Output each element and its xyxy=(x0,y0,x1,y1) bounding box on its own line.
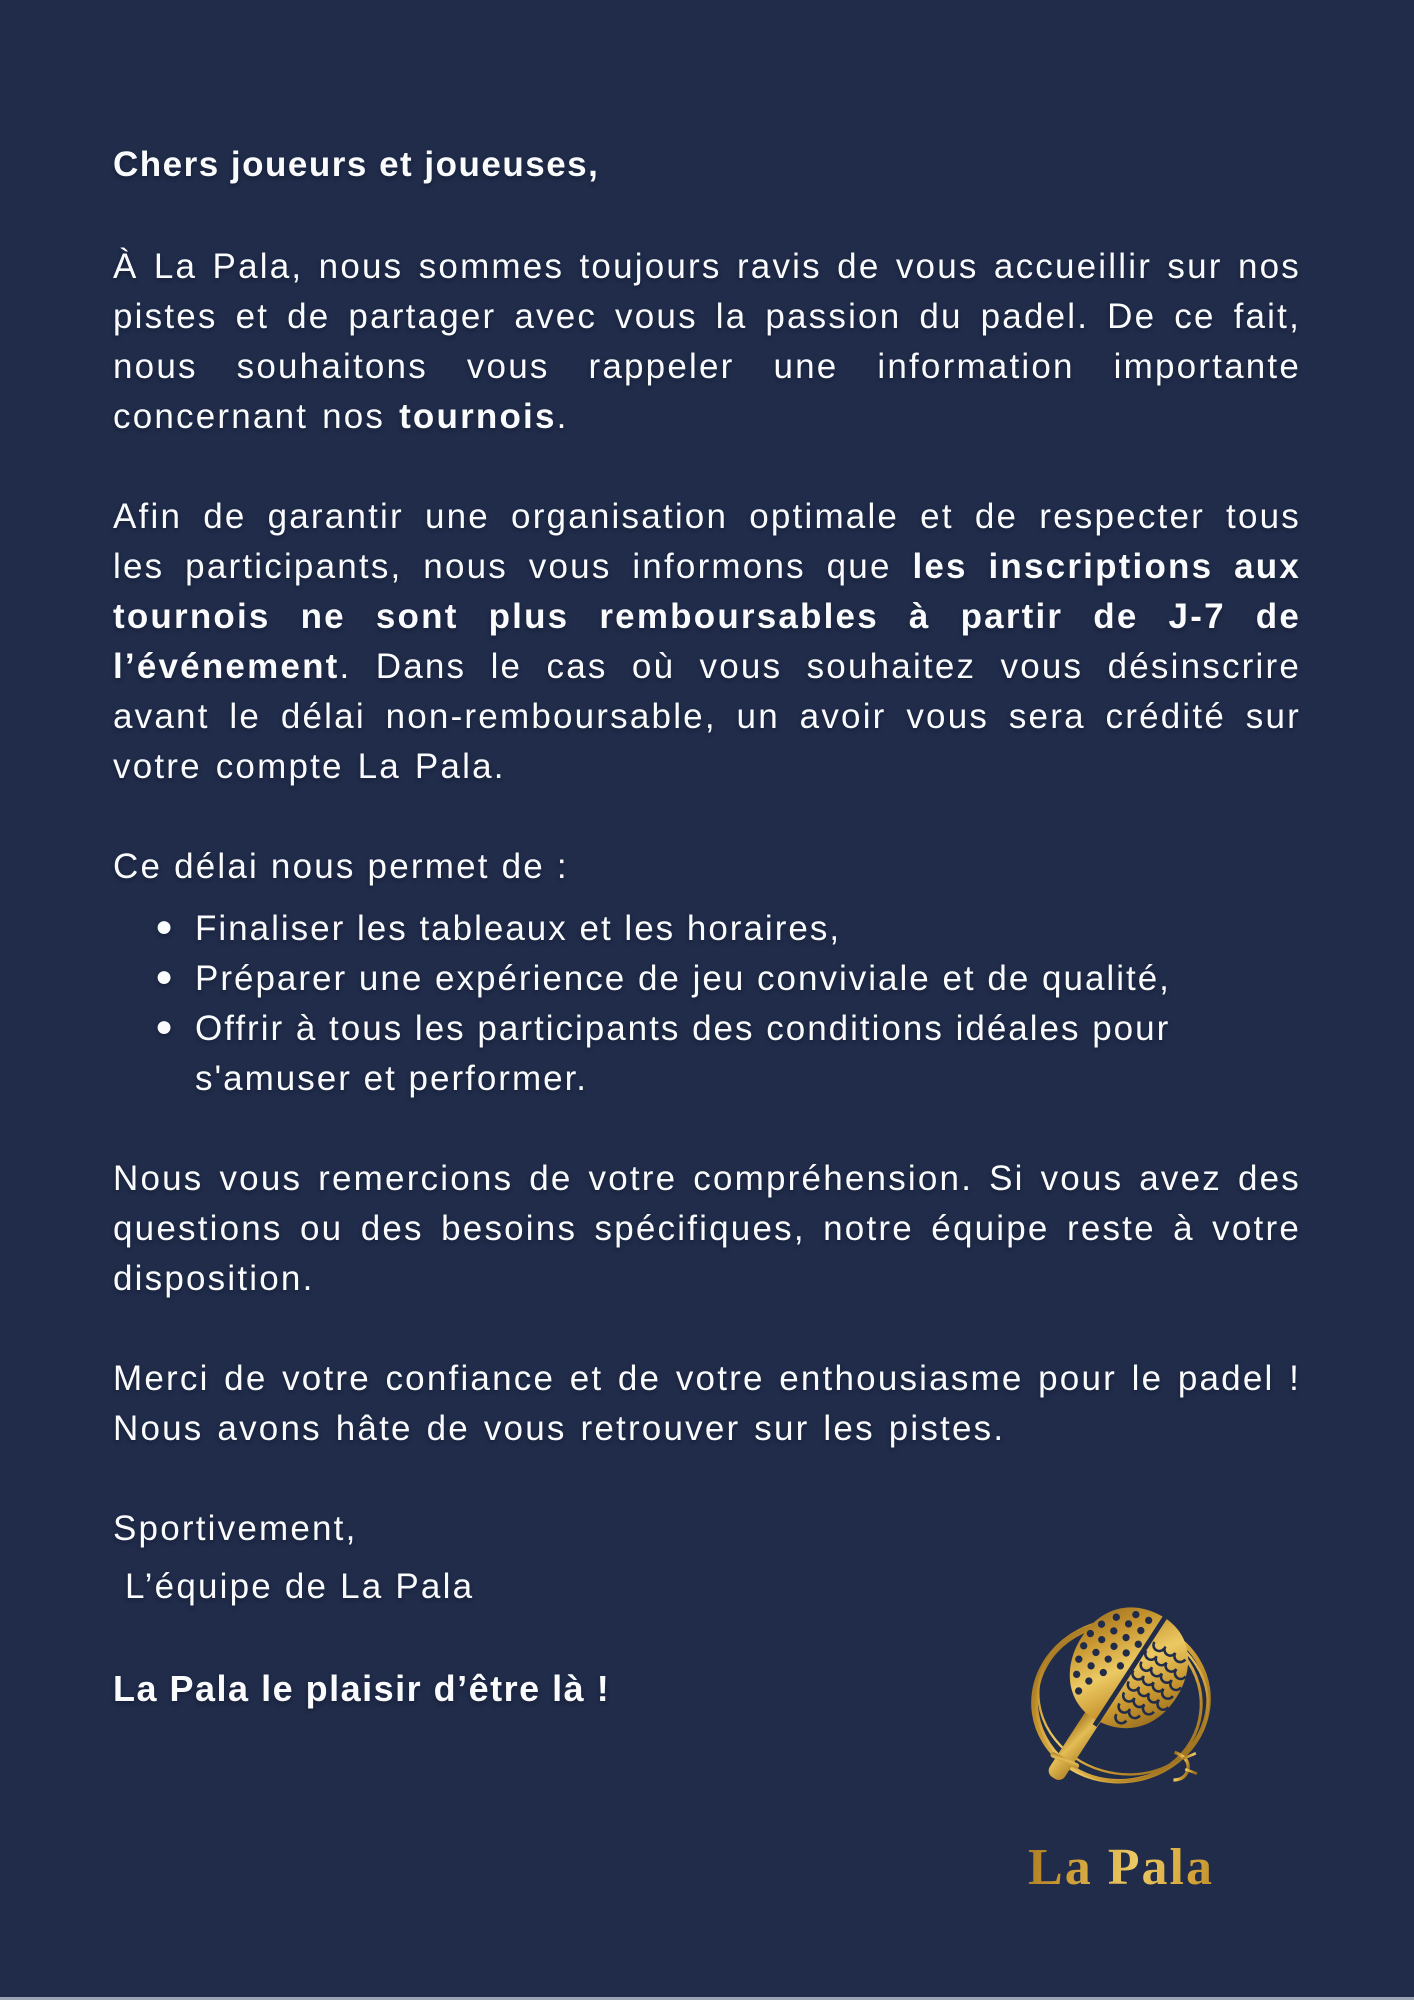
intro-paragraph-text: À La Pala, nous sommes toujours ravis de vous accueillir sur nos pistes et de partager avec vous la passion du padel. De ce fait, nous souhaitons vous rappeler une information importante concernant nos xyxy=(113,247,1301,436)
list-item xyxy=(113,904,1301,954)
trust-paragraph: Merci de votre confiance et de votre enthousiasme pour le padel ! Nous avons hâte de vous retrouver sur les pistes. xyxy=(113,1359,1301,1448)
intro-paragraph xyxy=(113,242,1301,442)
intro-paragraph-period: . xyxy=(556,397,569,436)
list-intro: Ce délai nous permet de : xyxy=(113,847,569,886)
policy-paragraph-rest: . Dans le cas où vous souhaitez vous désinscrire avant le délai non-remboursable, un avoir vous sera crédité sur votre compte La Pala. xyxy=(113,647,1301,786)
list-item xyxy=(113,954,1301,1004)
intro-paragraph-bold: tournois xyxy=(399,397,557,436)
closing-team: L’équipe de La Pala xyxy=(113,1567,475,1606)
salutation: Chers joueurs et joueuses, xyxy=(113,145,600,184)
policy-paragraph-bold: les inscriptions aux tournois ne sont plus remboursables à partir de J-7 de l’événement xyxy=(113,547,1301,686)
logo-wordmark: La Pala xyxy=(988,1840,1254,1896)
letter-content xyxy=(113,140,1301,1714)
reasons-list xyxy=(113,904,1301,1104)
closing-sportivement: Sportivement, xyxy=(113,1509,358,1548)
bullet-icon: ● xyxy=(155,960,176,993)
la-pala-logo xyxy=(988,1596,1254,1896)
list-item-text: Finaliser les tableaux et les horaires, xyxy=(195,909,842,948)
bullet-icon: ● xyxy=(155,910,176,943)
policy-paragraph xyxy=(113,492,1301,792)
list-item-text: Préparer une expérience de jeu conviviale et de qualité, xyxy=(195,959,1171,998)
thanks-paragraph: Nous vous remercions de votre compréhension. Si vous avez des questions ou des besoins spécifiques, notre équipe reste à votre disposition. xyxy=(113,1159,1301,1298)
list-item-text: Offrir à tous les participants des conditions idéales pour s'amuser et performer. xyxy=(195,1009,1171,1098)
bullet-icon: ● xyxy=(155,1010,176,1043)
policy-paragraph-text: Afin de garantir une organisation optimale et de respecter tous les participants, nous vous informons que xyxy=(113,497,1301,586)
padel-racket-rings-icon xyxy=(1003,1596,1239,1826)
tagline: La Pala le plaisir d’être là ! xyxy=(113,1668,611,1709)
list-item xyxy=(113,1004,1301,1104)
